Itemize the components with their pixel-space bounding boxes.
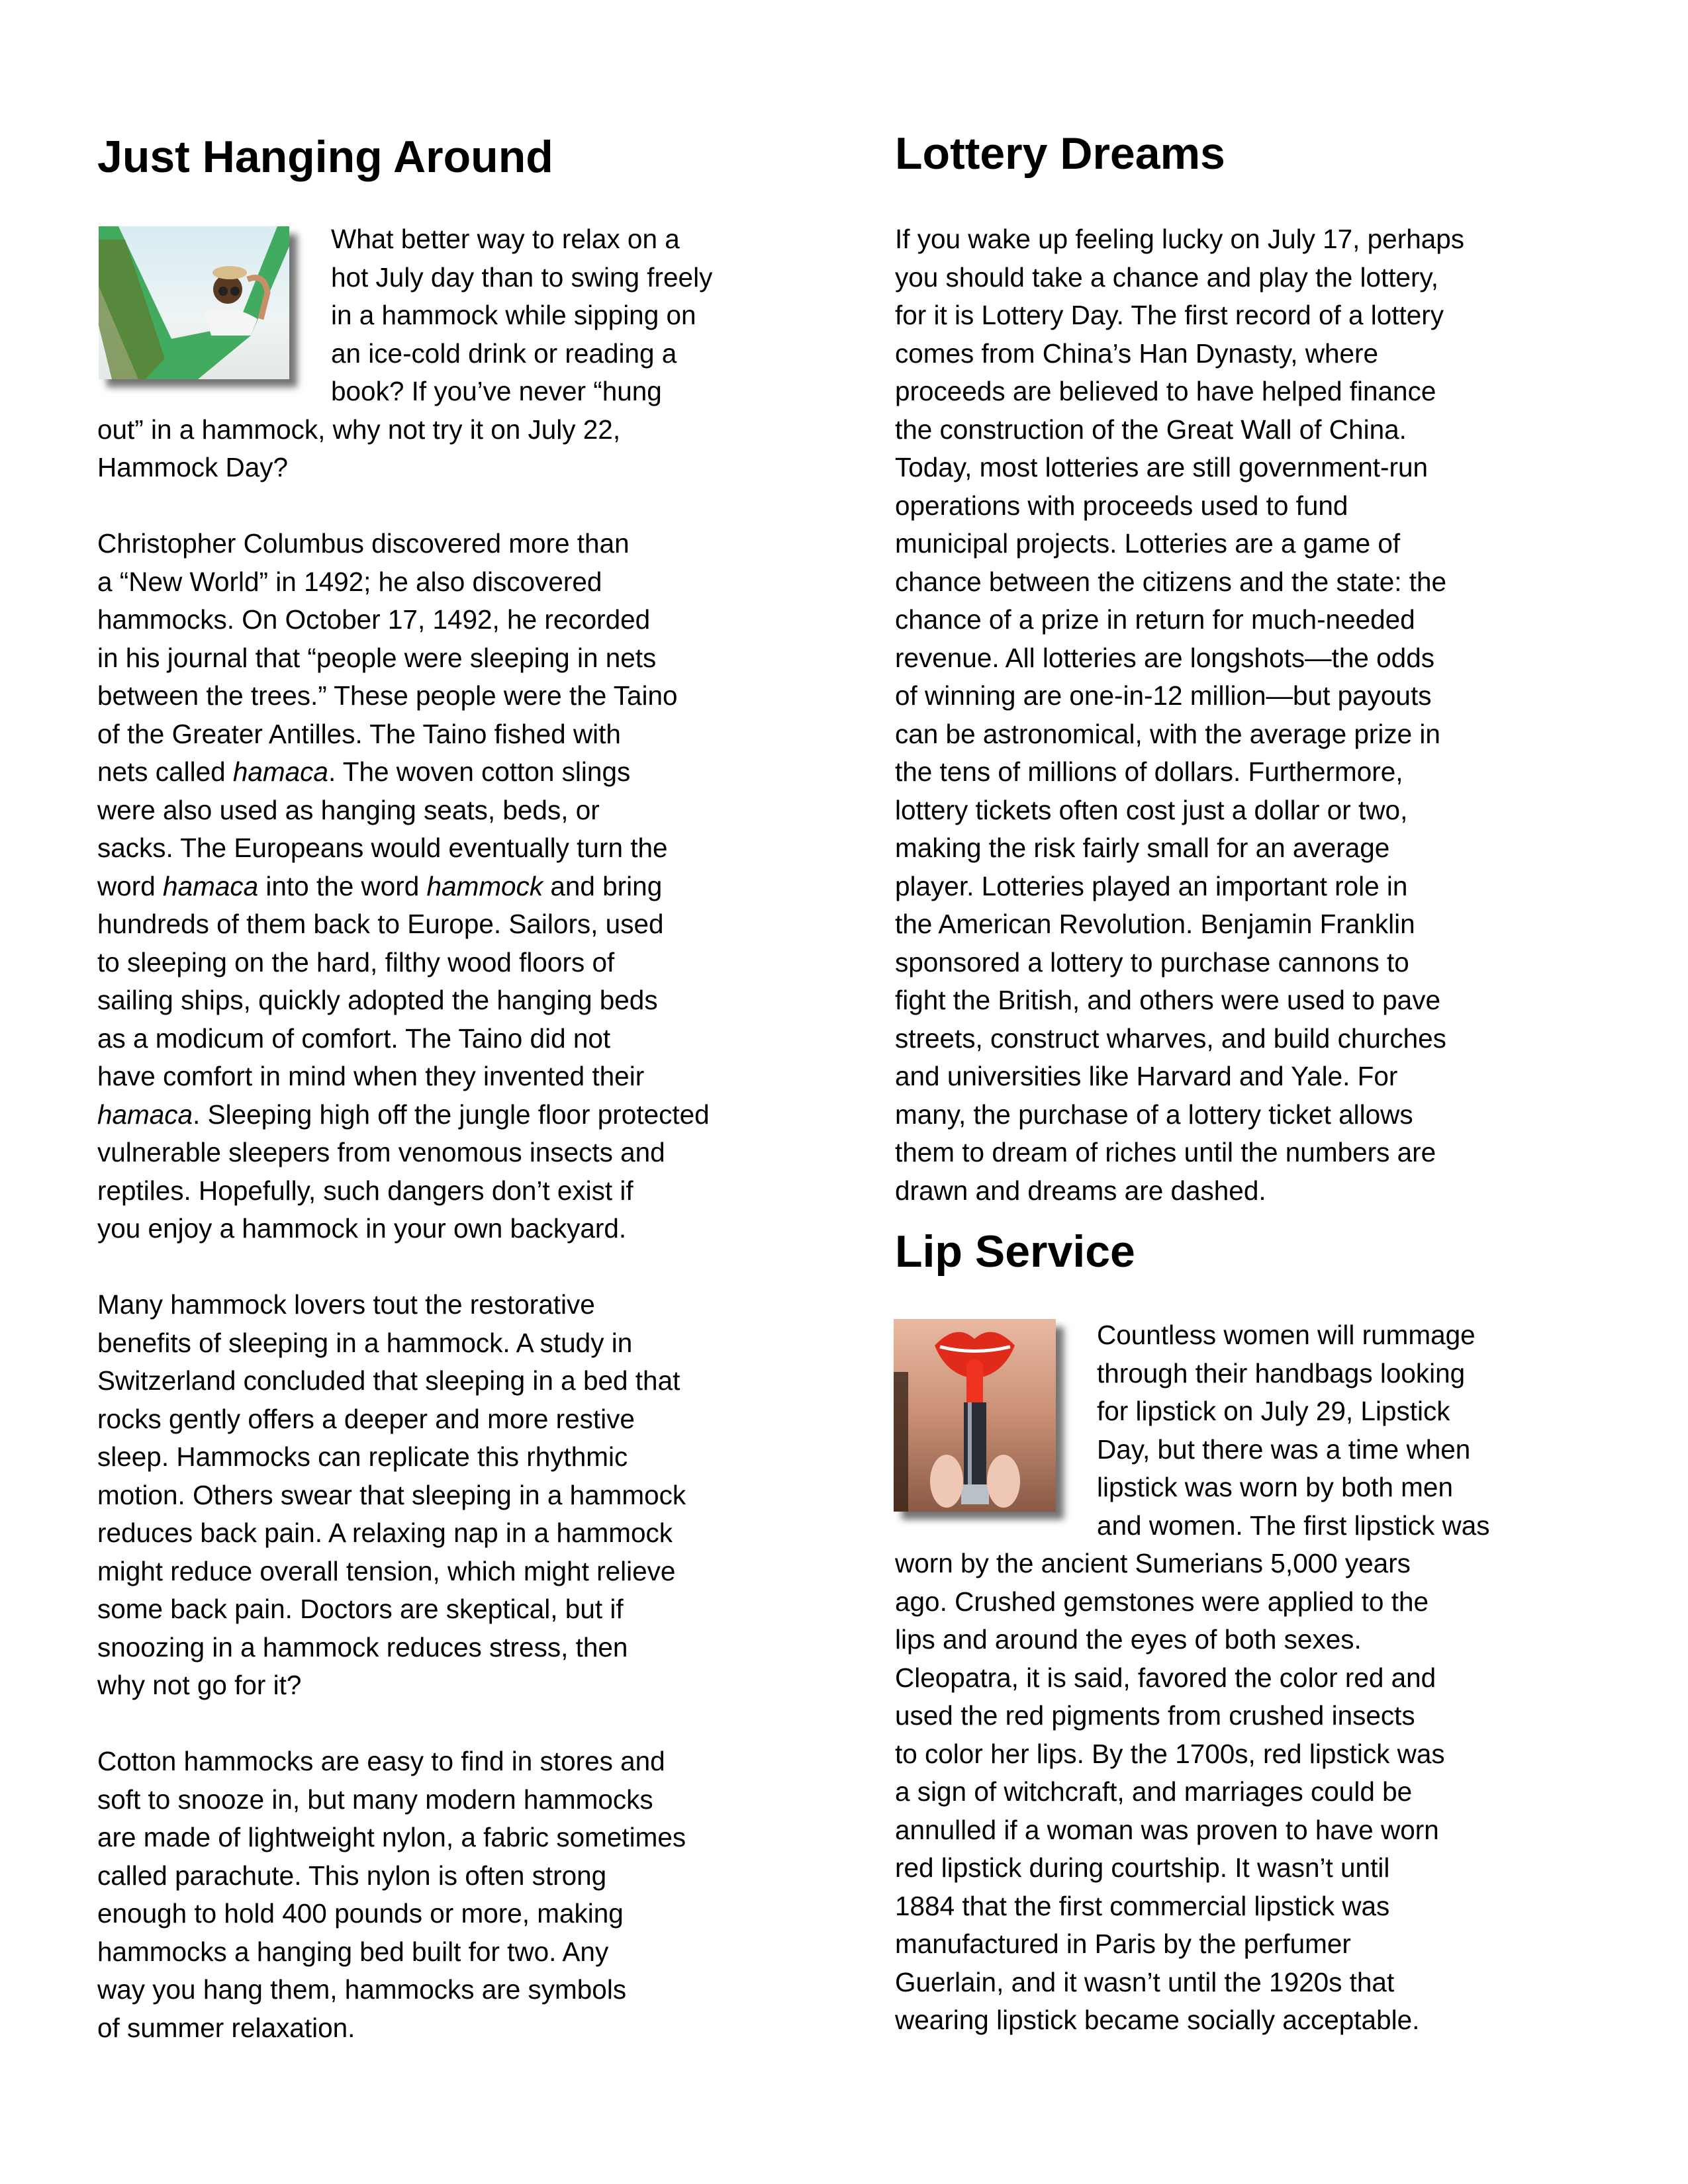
text-segment: Countless women will rummage: [1097, 1320, 1476, 1350]
text-line: [97, 1063, 644, 1089]
text-line: [97, 1786, 653, 1813]
text-segment: chance between the citizens and the state: the: [895, 566, 1447, 597]
text-line: [97, 1403, 635, 1434]
text-line: [895, 530, 1400, 557]
text-line: [97, 1862, 606, 1889]
text-segment: Guerlain, and it wasn’t until the 1920s that: [895, 1966, 1395, 1997]
text-segment: as a modicum of comfort. The Taino did not: [97, 1023, 611, 1054]
text-line: [1097, 1357, 1466, 1388]
text-line: [895, 946, 1409, 978]
text-line: [97, 911, 664, 937]
text-segment: . Sleeping high off the jungle floor protected: [193, 1099, 710, 1130]
text-segment: 1884 that the first commercial lipstick was: [895, 1890, 1390, 1921]
text-segment: in his journal that “people were sleeping in nets: [97, 642, 657, 673]
text-line: [895, 682, 1431, 709]
text-segment: annulled if a woman was proven to have worn: [895, 1814, 1439, 1845]
text-segment: sponsored a lottery to purchase cannons to: [895, 946, 1409, 978]
text-line: [97, 1824, 686, 1850]
article-title-lipstick: Lip Service: [895, 1226, 1135, 1277]
text-line: [97, 1900, 624, 1927]
text-segment: Christopher Columbus discovered more than: [97, 528, 630, 559]
text-segment: wearing lipstick became socially acceptable.: [895, 2005, 1420, 2035]
text-line: [895, 1814, 1439, 1845]
text-line: [895, 1702, 1415, 1729]
text-line: [97, 1631, 628, 1662]
text-line: [97, 1025, 610, 1052]
text-line: [895, 1626, 1362, 1653]
text-segment: Switzerland concluded that sleeping in a bed that: [97, 1365, 680, 1396]
text-segment: and bring: [543, 870, 663, 901]
text-line: [1097, 1433, 1471, 1465]
text-line: [895, 378, 1436, 404]
italic-term: hammock: [426, 870, 543, 901]
text-segment: used the red pigments from crushed insects: [895, 1700, 1415, 1731]
text-line: [97, 1139, 665, 1165]
text-line: [895, 1854, 1389, 1881]
text-segment: hammocks a hanging bed built for two. Any: [97, 1936, 609, 1967]
text-segment: an ice-cold drink or reading a: [331, 338, 677, 369]
text-segment: were also used as hanging seats, beds, or: [97, 794, 600, 825]
text-line: [1097, 1322, 1476, 1348]
text-segment: a sign of witchcraft, and marriages could be: [895, 1776, 1413, 1807]
text-segment: drawn and dreams are dashed.: [895, 1175, 1266, 1206]
text-segment: ago. Crushed gemstones were applied to the: [895, 1586, 1429, 1617]
text-segment: lottery tickets often cost just a dollar or two,: [895, 794, 1408, 825]
text-segment: red lipstick during courtship. It wasn’t until: [895, 1852, 1390, 1883]
text-segment: of the Greater Antilles. The Taino fished with: [97, 718, 621, 749]
text-segment: operations with proceeds used to fund: [895, 490, 1348, 521]
text-line: [331, 378, 662, 404]
text-line: [895, 416, 1407, 443]
text-segment: revenue. All lotteries are longshots—the odds: [895, 642, 1434, 673]
text-line: [97, 835, 668, 861]
text-segment: might reduce overall tension, which might relieve: [97, 1555, 676, 1586]
text-line: [97, 1177, 633, 1204]
text-segment: reduces back pain. A relaxing nap in a hammock: [97, 1518, 673, 1548]
text-segment: hot July day than to swing freely: [331, 261, 713, 293]
text-segment: streets, construct wharves, and build churches: [895, 1023, 1446, 1054]
text-line: [895, 1931, 1351, 1957]
text-line: [895, 642, 1434, 673]
text-segment: lipstick was worn by both men: [1097, 1472, 1453, 1502]
text-line: [895, 911, 1415, 937]
text-segment: hammocks. On October 17, 1492, he recorded: [97, 604, 651, 635]
text-segment: the tens of millions of dollars. Furthermore,: [895, 756, 1403, 787]
text-segment: Day, but there was a time when: [1097, 1433, 1471, 1465]
text-segment: sacks. The Europeans would eventually turn the: [97, 833, 668, 863]
text-line: [895, 340, 1378, 367]
text-line: [97, 1101, 710, 1128]
text-line: [895, 2007, 1419, 2033]
text-segment: through their handbags looking: [1097, 1357, 1466, 1388]
text-line: [331, 226, 680, 252]
text-segment: worn by the ancient Sumerians 5,000 years: [895, 1548, 1411, 1578]
text-segment: you should take a chance and play the lottery,: [895, 261, 1439, 293]
text-line: [331, 340, 677, 367]
text-segment: some back pain. Doctors are skeptical, but if: [97, 1594, 624, 1624]
italic-term: hamaca: [97, 1099, 193, 1130]
text-line: [97, 1215, 626, 1242]
text-segment: rocks gently offers a deeper and more restive: [97, 1403, 635, 1434]
text-segment: to sleeping on the hard, filthy wood floors of: [97, 946, 615, 978]
text-segment: enough to hold 400 pounds or more, making: [97, 1898, 624, 1929]
text-segment: Hammock Day?: [97, 452, 289, 482]
text-line: [895, 1588, 1429, 1615]
text-line: [97, 870, 663, 901]
text-line: [97, 454, 288, 480]
text-segment: What better way to relax on a: [331, 224, 680, 254]
text-segment: snoozing in a hammock reduces stress, then: [97, 1631, 628, 1662]
text-segment: for lipstick on July 29, Lipstick: [1097, 1396, 1450, 1426]
text-line: [895, 835, 1389, 861]
text-segment: Many hammock lovers tout the restorative: [97, 1289, 595, 1320]
text-segment: them to dream of riches until the numbers are: [895, 1137, 1436, 1167]
text-line: [97, 416, 620, 443]
text-line: [895, 1550, 1411, 1576]
text-line: [895, 1664, 1436, 1691]
text-line: [97, 1443, 628, 1470]
text-line: [895, 226, 1464, 252]
article-title-hammock: Just Hanging Around: [97, 132, 553, 182]
text-segment: fight the British, and others were used to pave: [895, 985, 1440, 1015]
text-segment: lips and around the eyes of both sexes.: [895, 1624, 1362, 1655]
text-line: [895, 261, 1439, 293]
text-segment: If you wake up feeling lucky on July 17, perhaps: [895, 224, 1465, 254]
text-segment: book? If you’ve never “hung: [331, 376, 662, 406]
text-segment: word: [97, 870, 164, 901]
text-line: [895, 987, 1440, 1013]
text-segment: comes from China’s Han Dynasty, where: [895, 338, 1379, 369]
text-line: [895, 1890, 1390, 1921]
text-line: [895, 1101, 1413, 1128]
text-segment: hundreds of them back to Europe. Sailors, used: [97, 909, 664, 939]
text-segment: many, the purchase of a lottery ticket allows: [895, 1099, 1413, 1130]
text-segment: out” in a hammock, why not try it on July 22,: [97, 414, 621, 445]
hammock-photo-icon: [99, 226, 289, 379]
text-line: [97, 1672, 301, 1698]
text-segment: making the risk fairly small for an average: [895, 833, 1390, 863]
article-title-lottery: Lottery Dreams: [895, 128, 1225, 179]
text-line: [97, 1938, 608, 1965]
text-segment: sailing ships, quickly adopted the hanging beds: [97, 985, 658, 1015]
text-segment: to color her lips. By the 1700s, red lipstick was: [895, 1738, 1445, 1769]
text-segment: can be astronomical, with the average prize in: [895, 718, 1440, 749]
text-segment: a “New World” in 1492; he also discovered: [97, 566, 602, 597]
text-line: [895, 1139, 1436, 1165]
text-segment: player. Lotteries played an important role in: [895, 870, 1408, 901]
text-segment: between the trees.” These people were the Taino: [97, 680, 678, 711]
text-segment: for it is Lottery Day. The first record of a lottery: [895, 300, 1444, 330]
italic-term: hamaca: [163, 870, 259, 901]
text-line: [895, 492, 1348, 519]
text-line: [97, 682, 678, 709]
text-segment: Cleopatra, it is said, favored the color red and: [895, 1662, 1436, 1693]
text-segment: nets called: [97, 756, 233, 787]
text-line: [97, 718, 621, 749]
text-line: [97, 530, 630, 557]
text-line: [895, 606, 1415, 633]
text-line: [97, 758, 630, 785]
text-line: [97, 1555, 676, 1586]
text-line: [895, 1063, 1397, 1089]
text-segment: proceeds are believed to have helped finance: [895, 376, 1436, 406]
text-segment: way you hang them, hammocks are symbols: [97, 1974, 627, 2005]
text-line: [895, 870, 1408, 901]
italic-term: hamaca: [232, 756, 328, 787]
text-segment: Today, most lotteries are still government-run: [895, 452, 1429, 482]
text-segment: into the word: [258, 870, 427, 901]
text-line: [97, 566, 602, 597]
text-segment: motion. Others swear that sleeping in a hammock: [97, 1479, 686, 1510]
text-line: [97, 1291, 595, 1318]
text-line: [97, 642, 657, 673]
text-line: [97, 946, 615, 978]
text-line: [895, 566, 1447, 597]
text-line: [331, 302, 696, 328]
text-line: [97, 1367, 680, 1394]
text-segment: manufactured in Paris by the perfumer: [895, 1929, 1351, 1959]
text-line: [97, 1748, 665, 1774]
text-segment: why not go for it?: [97, 1670, 302, 1700]
text-line: [895, 794, 1408, 825]
text-line: [97, 2012, 355, 2043]
text-line: [895, 1778, 1412, 1805]
text-line: [895, 302, 1444, 328]
text-line: [895, 758, 1403, 785]
text-segment: vulnerable sleepers from venomous insects and: [97, 1137, 665, 1167]
text-line: [895, 1966, 1395, 1997]
text-segment: have comfort in mind when they invented their: [97, 1061, 645, 1091]
text-line: [97, 1976, 626, 2003]
text-line: [97, 1327, 633, 1358]
text-line: [895, 454, 1428, 480]
text-segment: and universities like Harvard and Yale. For: [895, 1061, 1398, 1091]
text-line: [97, 987, 658, 1013]
text-segment: the construction of the Great Wall of China.: [895, 414, 1407, 445]
text-line: [97, 1479, 686, 1510]
text-line: [1097, 1398, 1450, 1424]
text-segment: Cotton hammocks are easy to find in stores and: [97, 1746, 665, 1776]
text-line: [1097, 1512, 1489, 1539]
text-segment: are made of lightweight nylon, a fabric sometimes: [97, 1822, 686, 1852]
text-segment: of summer relaxation.: [97, 2012, 355, 2043]
text-segment: and women. The first lipstick was: [1097, 1510, 1490, 1541]
text-segment: municipal projects. Lotteries are a game of: [895, 528, 1401, 559]
text-line: [97, 794, 600, 825]
text-line: [895, 1025, 1446, 1052]
text-line: [331, 261, 713, 293]
text-segment: . The woven cotton slings: [328, 756, 631, 787]
text-segment: in a hammock while sipping on: [331, 300, 696, 330]
text-line: [1097, 1474, 1453, 1500]
text-segment: chance of a prize in return for much-needed: [895, 604, 1415, 635]
text-line: [97, 606, 650, 633]
text-segment: reptiles. Hopefully, such dangers don’t exist if: [97, 1175, 633, 1206]
text-line: [895, 1177, 1266, 1204]
text-line: [97, 1520, 673, 1546]
text-line: [895, 1738, 1445, 1769]
text-segment: sleep. Hammocks can replicate this rhythmic: [97, 1441, 628, 1472]
text-segment: soft to snooze in, but many modern hammocks: [97, 1784, 653, 1815]
text-line: [895, 718, 1440, 749]
text-segment: the American Revolution. Benjamin Franklin: [895, 909, 1415, 939]
lipstick-photo-icon: [894, 1319, 1056, 1512]
text-line: [97, 1596, 624, 1622]
text-segment: called parachute. This nylon is often strong: [97, 1860, 607, 1891]
text-segment: you enjoy a hammock in your own backyard.: [97, 1213, 627, 1244]
text-segment: of winning are one-in-12 million—but payouts: [895, 680, 1432, 711]
text-segment: benefits of sleeping in a hammock. A study in: [97, 1327, 633, 1358]
